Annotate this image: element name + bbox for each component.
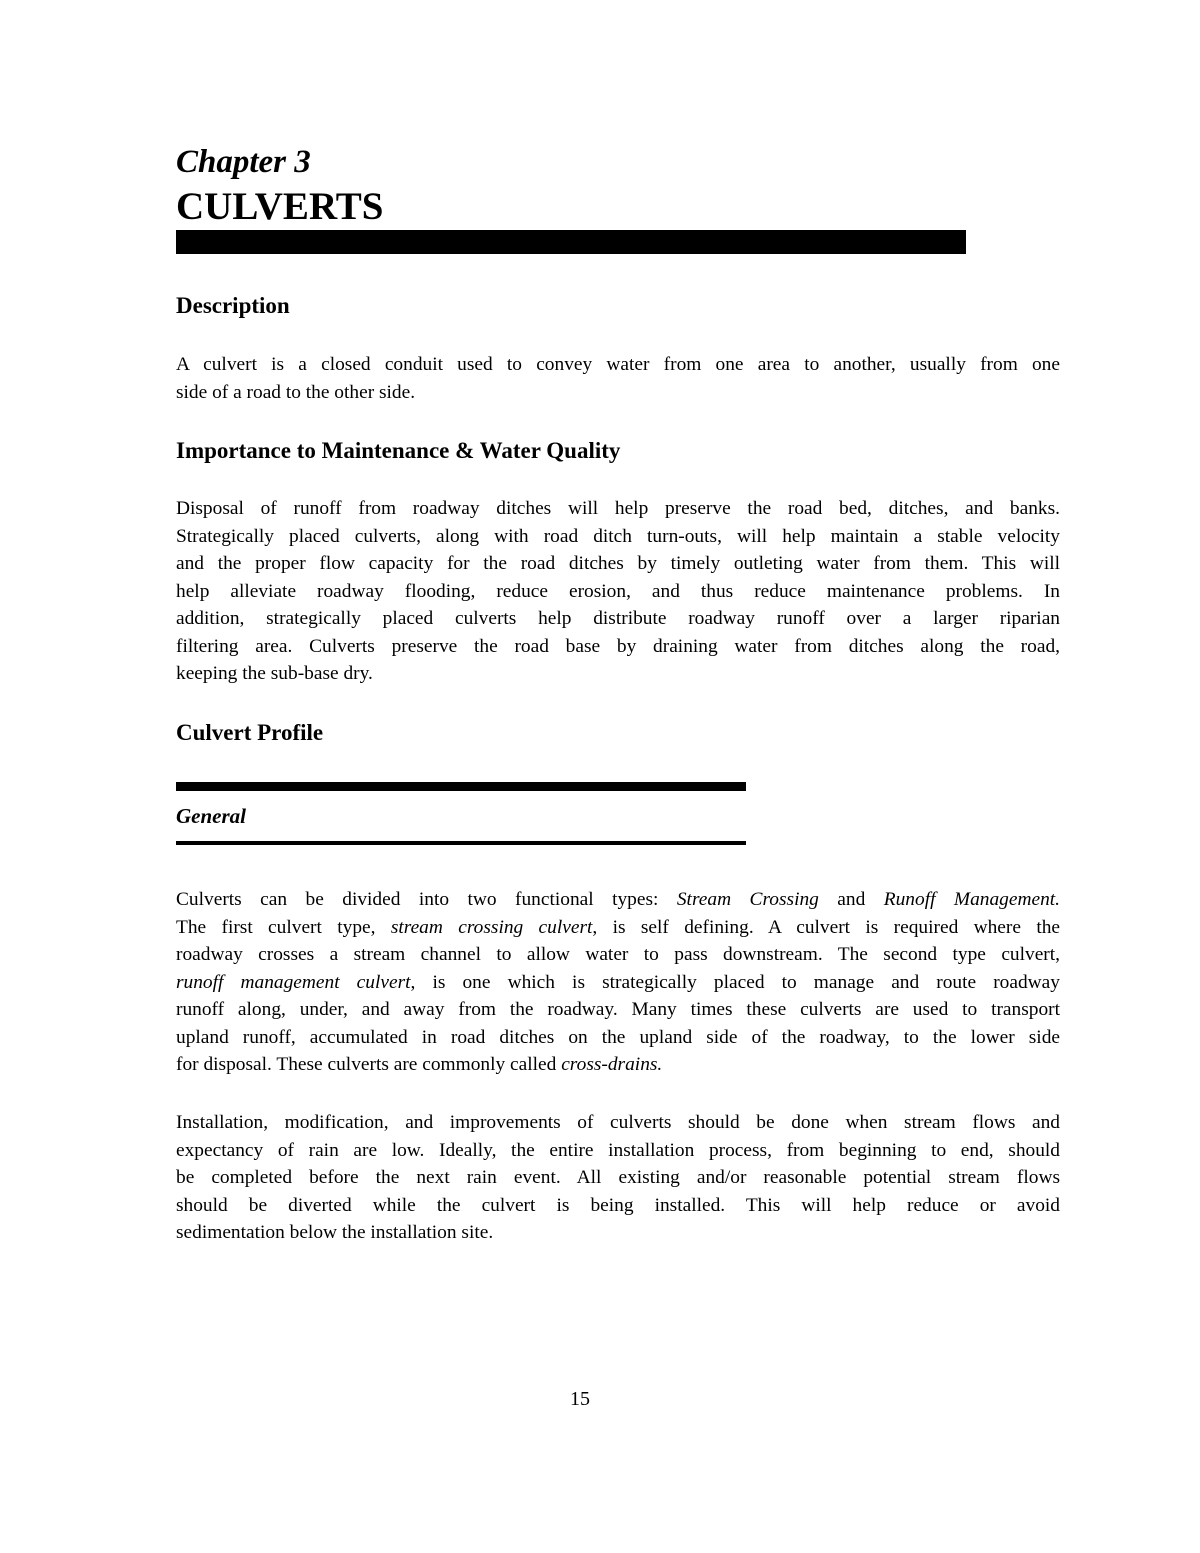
importance-line: filtering area. Culverts preserve the road base by draining water from ditches along the road, <box>176 635 1060 657</box>
general-paragraph-1 <box>176 886 1060 1079</box>
importance-line: Strategically placed culverts, along with road ditch turn-outs, will help maintain a stable velocity <box>176 525 1060 547</box>
general-line <box>176 886 1060 914</box>
general-line <box>176 969 1060 997</box>
text-run: for disposal. These culverts are commonly called <box>176 1054 562 1075</box>
general-line: upland runoff, accumulated in road ditches on the upland side of the roadway, to the lower side <box>176 1026 1060 1048</box>
chapter-label: Chapter 3 <box>176 144 311 180</box>
general-top-rule <box>176 782 746 791</box>
general-paragraph-2 <box>176 1109 1060 1247</box>
text-run: The first culvert type, <box>176 916 391 938</box>
text-run: Culverts can be divided into two functional types: <box>176 889 677 910</box>
general-line: Installation, modification, and improvements of culverts should be done when stream flows and <box>176 1112 1060 1133</box>
general-bottom-rule <box>176 841 746 845</box>
general-line: be completed before the next rain event. All existing and/or reasonable potential stream flows <box>176 1167 1060 1188</box>
description-heading: Description <box>176 293 290 318</box>
general-line: should be diverted while the culvert is being installed. This will help reduce or avoid <box>176 1194 1060 1216</box>
emphasis-run: stream crossing culvert <box>390 916 593 938</box>
importance-line: and the proper flow capacity for the road ditches by timely outleting water from them. This will <box>176 553 1060 574</box>
text-run: and <box>818 889 884 910</box>
general-line <box>176 1051 1060 1079</box>
general-line <box>176 914 1060 942</box>
text-run: , is one which is strategically placed to manage and route roadway <box>410 971 1060 993</box>
importance-line: addition, strategically placed culverts help distribute roadway runoff over a larger riparian <box>176 608 1060 629</box>
emphasis-run: cross-drains. <box>561 1054 663 1075</box>
emphasis-run: Stream Crossing <box>676 889 819 910</box>
general-subheading: General <box>176 804 246 828</box>
description-paragraph <box>176 351 1060 406</box>
general-line: expectancy of rain are low. Ideally, the entire installation process, from beginning to end, should <box>176 1139 1060 1161</box>
general-line: sedimentation below the installation site. <box>176 1222 494 1243</box>
chapter-title: CULVERTS <box>176 185 384 228</box>
importance-line: Disposal of runoff from roadway ditches will help preserve the road bed, ditches, and banks. <box>176 498 1060 519</box>
importance-line: keeping the sub-base dry. <box>176 663 373 684</box>
general-line: roadway crosses a stream channel to allow water to pass downstream. The second type culvert, <box>176 944 1060 965</box>
emphasis-run: Runoff Management. <box>883 889 1061 910</box>
culvert-profile-heading: Culvert Profile <box>176 720 324 745</box>
general-line: runoff along, under, and away from the roadway. Many times these culverts are used to transport <box>176 999 1060 1020</box>
chapter-title-bar <box>176 230 966 254</box>
page-number: 15 <box>570 1388 590 1410</box>
description-line: side of a road to the other side. <box>176 381 416 403</box>
emphasis-run: runoff management culvert <box>176 971 411 993</box>
importance-heading: Importance to Maintenance & Water Quality <box>176 438 621 463</box>
text-run: , is self defining. A culvert is required where the <box>592 916 1061 938</box>
description-line: A culvert is a closed conduit used to convey water from one area to another, usually from one <box>176 354 1060 375</box>
importance-paragraph <box>176 495 1060 688</box>
importance-line: help alleviate roadway flooding, reduce erosion, and thus reduce maintenance problems. In <box>176 580 1060 602</box>
